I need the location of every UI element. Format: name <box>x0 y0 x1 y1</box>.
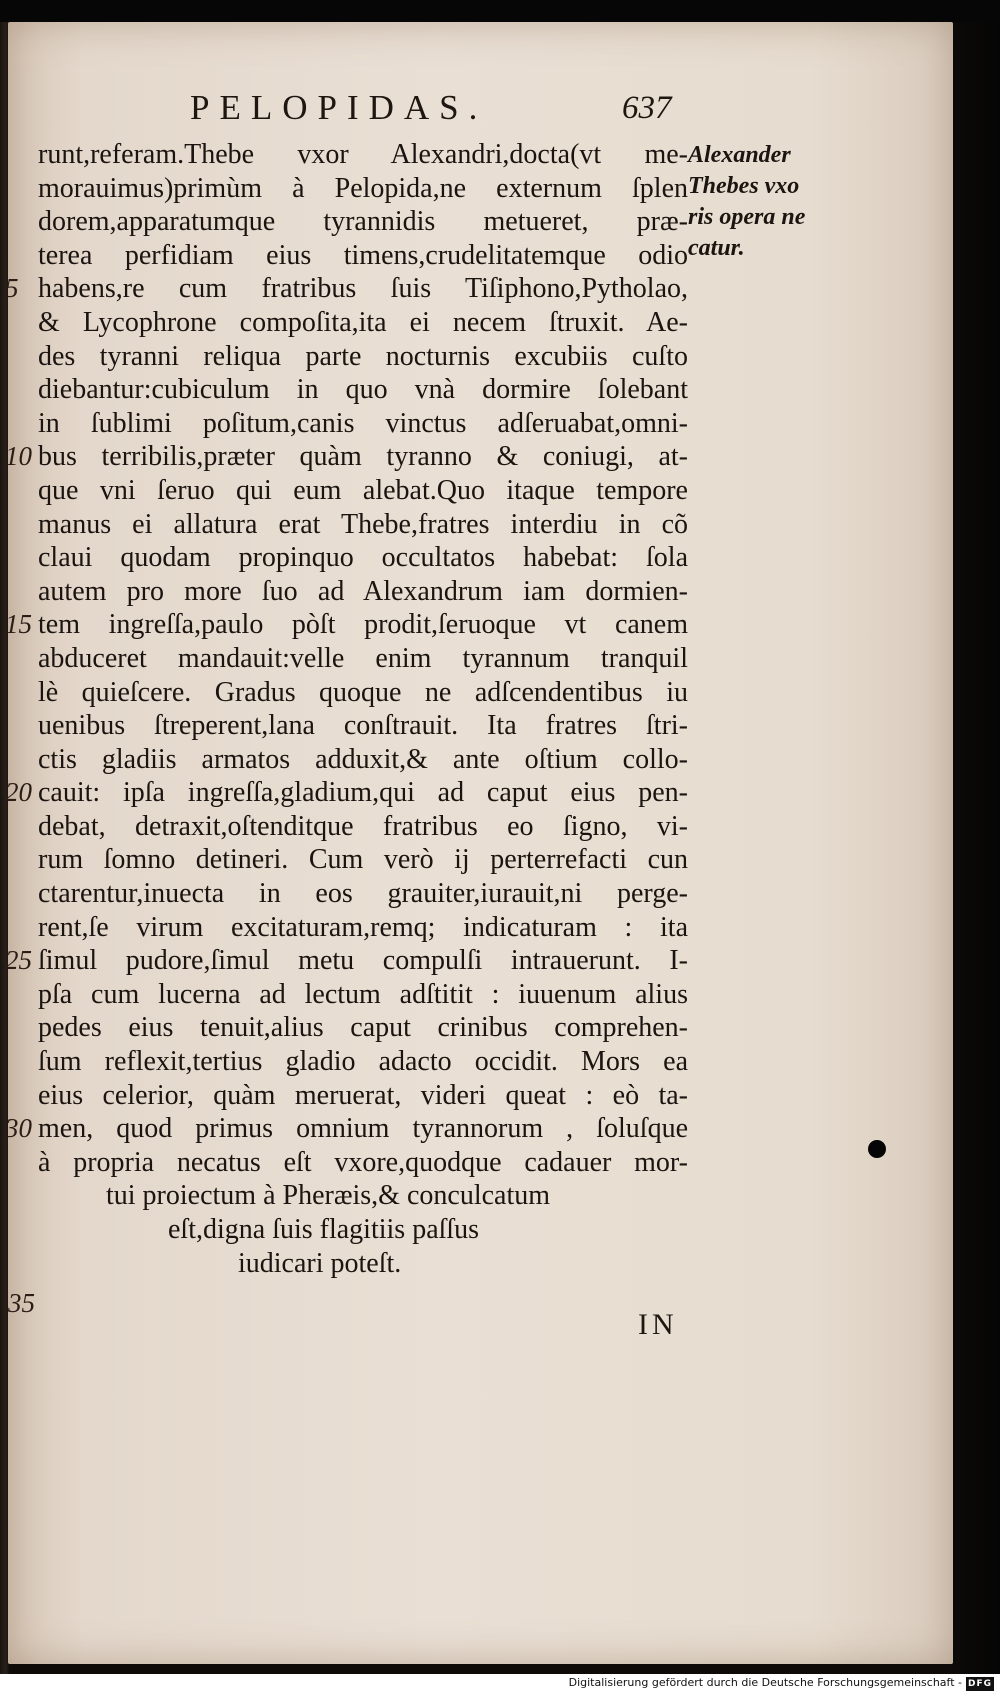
text-line <box>38 474 688 508</box>
line-text: runt,referam.Thebe vxor Alexandri,docta(vt me- <box>38 139 688 170</box>
line-text: pedes eius tenuit,alius caput crinibus comprehen- <box>38 1012 688 1044</box>
line-number: 10 <box>5 441 32 472</box>
line-text: iudicari poteſt. <box>238 1247 402 1279</box>
text-line <box>38 138 688 172</box>
line-text: ctarentur,inuecta in eos grauiter,iurauit,ni perge- <box>38 878 688 910</box>
marginal-note <box>688 140 818 264</box>
text-line <box>38 810 688 844</box>
line-text: autem pro more ſuo ad Alexandrum iam dormien- <box>38 575 688 607</box>
line-text: rum ſomno detineri. Cum verò ij perterrefacti cun <box>38 844 688 876</box>
line-text: cauit: ipſa ingreſſa,gladium,qui ad caput eius pen- <box>38 777 688 809</box>
text-line <box>5 776 688 810</box>
text-line <box>38 1045 688 1079</box>
text-line <box>38 1079 688 1113</box>
dfg-logo: DFG <box>967 1679 992 1689</box>
text-line <box>38 373 688 407</box>
text-line <box>38 541 688 575</box>
line-text: terea perfidiam eius timens,crudelitatemque odio <box>38 239 688 271</box>
closing-line <box>38 1247 688 1281</box>
text-line <box>38 676 688 710</box>
line-text: pſa cum lucerna ad lectum adſtitit : iuuenum alius <box>38 978 688 1010</box>
line-text: rent,ſe virum excitaturam,remq; indicaturam : ita <box>38 911 688 943</box>
marginal-note-line: ris opera ne <box>688 204 806 230</box>
text-line <box>38 340 688 374</box>
line-text: lè quieſcere. Gradus quoque ne adſcendentibus iu <box>38 676 688 708</box>
running-head: PELOPIDAS. <box>190 88 488 127</box>
line-text: manus ei allatura erat Thebe,fratres interdiu in cõ <box>38 508 688 540</box>
line-text: des tyranni reliqua parte nocturnis excubiis cuſto <box>38 340 688 372</box>
text-line <box>38 642 688 676</box>
text-line <box>38 1011 688 1045</box>
ink-dot-mark <box>868 1140 886 1158</box>
text-line <box>38 743 688 777</box>
text-line <box>38 306 688 340</box>
text-line <box>38 911 688 945</box>
text-line <box>38 1146 688 1180</box>
text-line <box>38 843 688 877</box>
marginal-note-line: Alexander <box>688 142 791 168</box>
line-number: 5 <box>5 273 19 304</box>
footer-credit: Digitalisierung gefördert durch die Deutsche Forschungsgemeinschaft - <box>568 1676 962 1689</box>
closing-line <box>38 1179 688 1213</box>
line-text: que vni ſeruo qui eum alebat.Quo itaque tempore <box>38 474 688 506</box>
line-text: bus terribilis,præter quàm tyranno & coniugi, at- <box>38 441 688 473</box>
page-number: 637 <box>622 90 672 126</box>
text-line <box>38 239 688 273</box>
text-line <box>38 575 688 609</box>
line-text: à propria necatus eſt vxore,quodque cadauer mor- <box>38 1146 688 1178</box>
line-text: ſimul pudore,ſimul metu compulſi intrauerunt. I- <box>38 945 688 977</box>
line-number-35: 35 <box>8 1288 35 1318</box>
text-line <box>38 205 688 239</box>
line-number: 20 <box>5 777 32 808</box>
closing-line <box>38 1213 688 1247</box>
scan-top-edge <box>0 0 1000 22</box>
line-text: ſum reflexit,tertius gladio adacto occidit. Mors ea <box>38 1046 688 1078</box>
line-text: eſt,digna ſuis flagitiis paſſus <box>168 1214 480 1245</box>
footer-bar <box>0 1674 1000 1695</box>
line-text: & Lycophrone compoſita,ita ei necem ſtruxit. Ae- <box>38 306 688 338</box>
line-text: eius celerior, quàm meruerat, videri queat : eò ta- <box>38 1079 688 1111</box>
marginal-note-line: Thebes vxo <box>688 173 800 199</box>
line-text: morauimus)primùm à Pelopida,ne externum ſplen <box>38 172 688 204</box>
line-text: debat, detraxit,oſtenditque fratribus eo ſigno, vi- <box>38 810 688 842</box>
text-line <box>38 172 688 206</box>
line-text: dorem,apparatumque tyrannidis metueret, præ- <box>38 206 688 238</box>
text-line <box>5 944 688 978</box>
line-text: men, quod primus omnium tyrannorum , ſoluſque <box>38 1113 688 1145</box>
catchword: IN <box>638 1308 678 1341</box>
line-text: abduceret mandauit:velle enim tyrannum tranquil <box>38 642 688 674</box>
line-text: tui proiectum à Pheræis,& conculcatum <box>106 1180 551 1212</box>
text-line <box>5 608 688 642</box>
text-line <box>5 440 688 474</box>
text-line <box>38 978 688 1012</box>
line-text: tem ingreſſa,paulo pòſt prodit,ſeruoque vt canem <box>38 609 688 641</box>
line-text: uenibus ſtreperent,lana conſtrauit. Ita fratres ſtri- <box>38 710 688 742</box>
body-text-block <box>5 138 688 1280</box>
text-line <box>5 272 688 306</box>
text-line <box>38 877 688 911</box>
text-line <box>38 407 688 441</box>
line-number: 25 <box>5 945 32 976</box>
marginal-note-line: catur. <box>688 235 745 261</box>
text-line <box>38 709 688 743</box>
line-text: ctis gladiis armatos adduxit,& ante oſtium collo- <box>38 743 688 775</box>
text-line <box>5 1112 688 1146</box>
line-text: habens,re cum fratribus ſuis Tiſiphono,Pytholao, <box>38 273 688 305</box>
line-text: in ſublimi poſitum,canis vinctus adſeruabat,omni- <box>38 407 688 439</box>
line-text: claui quodam propinquo occultatos habebat: ſola <box>38 542 688 574</box>
line-number: 15 <box>5 609 32 640</box>
line-text: diebantur:cubiculum in quo vnà dormire ſolebant <box>38 374 688 406</box>
text-line <box>38 508 688 542</box>
line-number: 30 <box>5 1113 32 1144</box>
